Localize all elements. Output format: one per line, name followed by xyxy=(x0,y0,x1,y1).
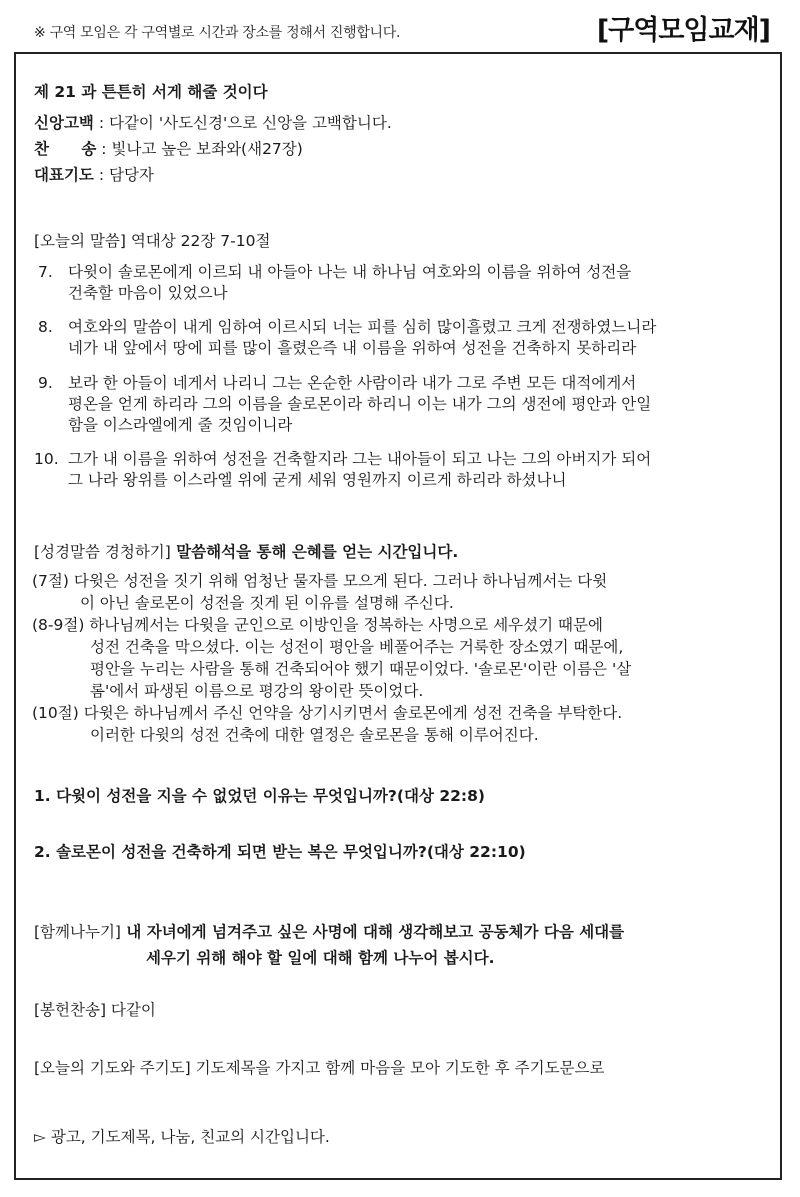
listen-text: 말씀해석을 통해 은혜를 얻는 시간입니다. xyxy=(170,543,459,561)
creed-text: : 다같이 '사도신경'으로 신앙을 고백합니다. xyxy=(93,114,392,132)
prayer-text: : 담당자 xyxy=(93,166,154,184)
today-word-label: [오늘의 말씀] xyxy=(34,232,126,250)
share-text-1: 내 자녀에게 넘겨주고 싶은 사명에 대해 생각해보고 공동체가 다음 세대를 xyxy=(120,923,625,941)
verse-7 xyxy=(38,260,631,282)
verse-9-cont-1: 평온을 얻게 하리라 그의 이름을 솔로몬이라 하리니 이는 내가 그의 생전에 평안과 안일 xyxy=(68,395,652,413)
listen-para-7-cont: 이 아닌 솔로몬이 성전을 짓게 된 이유를 설명해 주신다. xyxy=(80,594,454,612)
listen-para-10: (10절) 다윗은 하나님께서 주신 언약을 상기시키면서 솔로몬에게 성전 건축을 부탁한다. xyxy=(32,704,623,722)
verse-7-cont: 건축할 마음이 있었으나 xyxy=(68,284,228,302)
share-line-2: 세우기 위해 해야 할 일에 대해 함께 나누어 봅시다. xyxy=(146,949,495,967)
listen-heading xyxy=(34,540,458,562)
creed-label: 신앙고백 xyxy=(34,114,94,132)
brand-title: [구역모임교재] xyxy=(596,15,770,46)
listen-para-7: (7절) 다윗은 성전을 짓기 위해 엄청난 물자를 모으게 된다. 그러나 하나님께서는 다윗 xyxy=(32,572,608,590)
listen-para-10-cont: 이러한 다윗의 성전 건축에 대한 열정은 솔로몬을 통해 이루어진다. xyxy=(90,726,539,744)
listen-label: [성경말씀 경청하기] xyxy=(34,543,171,561)
listen-para-8-9-cont-2: 평안을 누리는 사람을 통해 건축되어야 했기 때문이었다. '솔로몬'이란 이름은 '살 xyxy=(90,660,632,678)
offering-label: [봉헌찬송] xyxy=(34,1001,106,1019)
lesson-title: 제 21 과 튼튼히 서게 해줄 것이다 xyxy=(34,83,268,101)
verse-number: 9. xyxy=(38,374,53,392)
hymn-label: 찬 송 xyxy=(34,140,97,158)
offering-text: 다같이 xyxy=(106,1001,156,1019)
question-2: 2. 솔로몬이 성전을 건축하게 되면 받는 복은 무엇입니까?(대상 22:10) xyxy=(34,843,526,861)
listen-para-8-9: (8-9절) 하나님께서는 다윗을 군인으로 이방인을 정복하는 사명으로 세우셨기 때문에 xyxy=(32,616,603,634)
closing-note: ▻ 광고, 기도제목, 나눔, 친교의 시간입니다. xyxy=(34,1128,330,1146)
verse-8 xyxy=(38,315,656,337)
prayer-label: 대표기도 xyxy=(34,166,94,184)
verse-10 xyxy=(34,447,651,469)
prayer-section-label: [오늘의 기도와 주기도] xyxy=(34,1059,191,1077)
verse-9 xyxy=(38,371,636,393)
listen-para-8-9-cont-3: 롬'에서 파생된 이름으로 평강의 왕이란 뜻이었다. xyxy=(90,682,424,700)
verse-number: 10. xyxy=(34,450,59,468)
question-1: 1. 다윗이 성전을 지을 수 없었던 이유는 무엇입니까?(대상 22:8) xyxy=(34,787,485,805)
verse-number: 8. xyxy=(38,318,53,336)
offering-line xyxy=(34,998,156,1020)
verse-line: 여호와의 말씀이 내게 임하여 이르시되 너는 피를 심히 많이흘렸고 크게 전쟁하였느니라 xyxy=(68,318,657,336)
creed-line xyxy=(34,111,392,133)
hymn-line xyxy=(34,137,303,159)
today-word-heading xyxy=(34,229,270,251)
verse-9-cont-2: 함을 이스라엘에게 줄 것임이니라 xyxy=(68,416,293,434)
listen-para-8-9-cont-1: 성전 건축을 막으셨다. 이는 성전이 평안을 베풀어주는 거룩한 장소였기 때문에, xyxy=(90,638,624,656)
prayer-section-text: 기도제목을 가지고 함께 마음을 모아 기도한 후 주기도문으로 xyxy=(190,1059,605,1077)
verse-10-cont: 그 나라 왕위를 이스라엘 위에 굳게 세워 영원까지 이르게 하리라 하셨나니 xyxy=(68,471,567,489)
verse-line: 그가 내 이름을 위하여 성전을 건축할지라 그는 내아들이 되고 나는 그의 아버지가 되어 xyxy=(68,450,652,468)
verse-line: 다윗이 솔로몬에게 이르되 내 아들아 나는 내 하나님 여호와의 이름을 위하여 성전을 xyxy=(68,263,632,281)
prayer-leader-line xyxy=(34,163,154,185)
prayer-line xyxy=(34,1056,604,1078)
verse-8-cont: 네가 내 앞에서 땅에 피를 많이 흘렸은즉 내 이름을 위하여 성전을 건축하지 못하리라 xyxy=(68,339,637,357)
today-word-ref: 역대상 22장 7-10절 xyxy=(125,232,271,250)
page-header xyxy=(0,0,800,52)
header-note: ※ 구역 모임은 각 구역별로 시간과 장소를 정해서 진행합니다. xyxy=(34,25,401,41)
verse-number: 7. xyxy=(38,263,53,281)
hymn-text: : 빛나고 높은 보좌와(새27장) xyxy=(96,140,303,158)
share-line-1 xyxy=(34,920,624,942)
share-label: [함께나누기] xyxy=(34,923,121,941)
verse-line: 보라 한 아들이 네게서 나리니 그는 온순한 사람이라 내가 그로 주변 모든 대적에게서 xyxy=(68,374,637,392)
